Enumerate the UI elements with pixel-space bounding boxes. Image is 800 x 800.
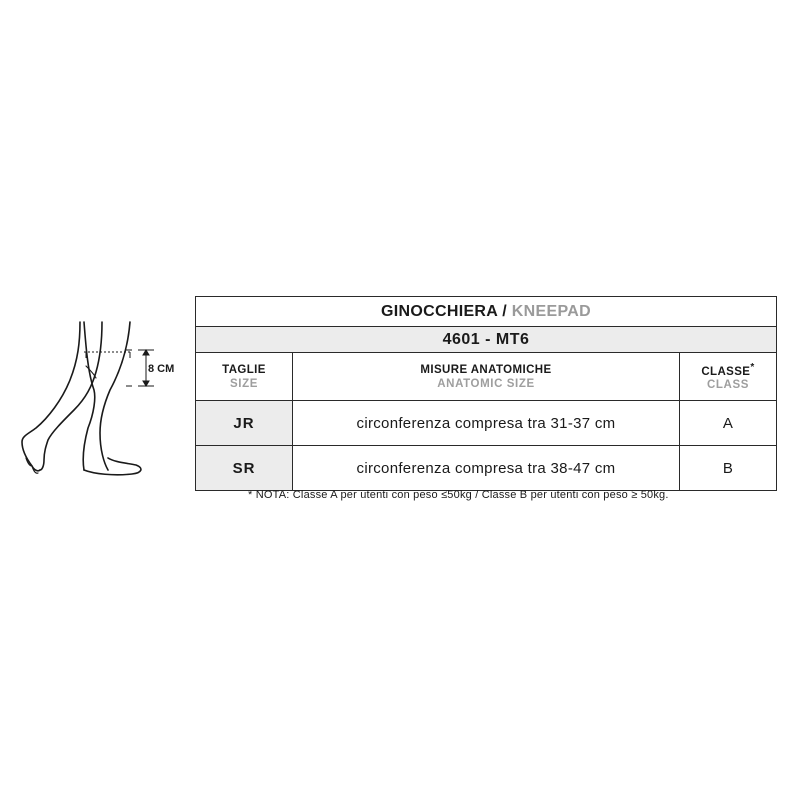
row-size: SR — [196, 446, 293, 491]
table-row — [196, 446, 777, 491]
header-measure-en: ANATOMIC SIZE — [437, 377, 535, 390]
footnote: * NOTA: Classe A per utenti con peso ≤50kg / Classe B per utenti con peso ≥ 50kg. — [248, 489, 669, 501]
row-measure: circonferenza compresa tra 38-47 cm — [293, 446, 680, 491]
header-class-mark: * — [750, 361, 755, 373]
header-measure — [293, 353, 680, 401]
header-class-it-text: CLASSE — [701, 365, 751, 378]
header-size — [196, 353, 293, 401]
title-english: KNEEPAD — [511, 302, 591, 320]
table-title — [196, 297, 777, 327]
size-table — [195, 296, 777, 491]
measure-label: 8 CM — [148, 363, 175, 375]
header-class-en: CLASS — [707, 379, 749, 392]
header-size-en: SIZE — [230, 377, 258, 390]
header-class-it — [680, 362, 776, 378]
header-size-it: TAGLIE — [222, 363, 266, 376]
product-code: 4601 - MT6 — [196, 327, 777, 353]
product-code-row — [196, 327, 777, 353]
row-class: B — [680, 446, 777, 491]
table-title-row — [196, 297, 777, 327]
header-measure-it: MISURE ANATOMICHE — [420, 363, 552, 376]
header-row — [196, 353, 777, 401]
row-class: A — [680, 401, 777, 446]
table-row — [196, 401, 777, 446]
legs-knee-measurement-icon — [14, 318, 196, 490]
title-italian: GINOCCHIERA — [381, 302, 498, 320]
header-class — [680, 353, 777, 401]
row-size: JR — [196, 401, 293, 446]
title-separator: / — [497, 302, 512, 320]
row-measure: circonferenza compresa tra 31-37 cm — [293, 401, 680, 446]
legs-illustration — [14, 318, 196, 490]
